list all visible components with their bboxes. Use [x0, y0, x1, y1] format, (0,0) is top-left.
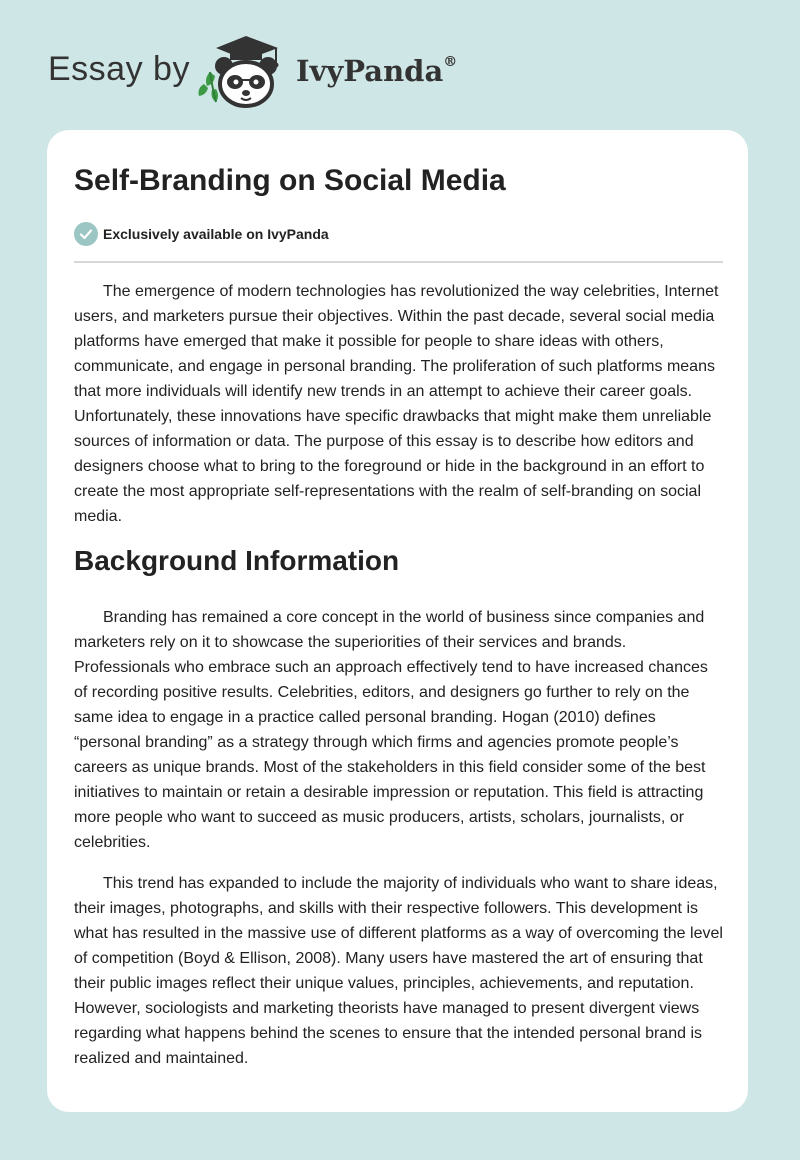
- paragraph-intro: The emergence of modern technologies has revolutionized the way celebrities, Internet users, and marketers pursue their objectives. Within the past decade, several social media platforms have emerged that make it possible for people to share ideas with others, communicate, and engage in personal branding. The proliferation of such platforms means that more individuals will identify new trends in an attempt to achieve their career goals. Unfortunately, these innovations have specific drawbacks that might make them unreliable sources of information or data. The purpose of this essay is to describe how editors and designers choose what to bring to the foreground or hide in the background in an effort to create the most appropriate self-representations with the realm of self-branding on social media.: [74, 283, 719, 525]
- page-title: Self-Branding on Social Media: [74, 164, 506, 197]
- panda-logo-icon[interactable]: [196, 30, 296, 112]
- brand-name-text: IvyPanda: [296, 54, 444, 88]
- divider: [74, 261, 723, 263]
- site-header: [0, 0, 800, 130]
- essay-by-label: Essay by: [48, 50, 190, 88]
- paragraph-background-1: Branding has remained a core concept in the world of business since companies and marketers rely on it to showcase the superiorities of their services and brands. Professionals who embrace such an approach effectively tend to have increased chances of recording positive results. Celebrities, editors, and designers go further to rely on the same idea to engage in a practice called personal branding. Hogan (2010) defines “personal branding” as a strategy through which firms and agencies promote people’s careers as unique brands. Most of the stakeholders in this field consider some of the best initiatives to maintain or retain a desirable impression or reputation. This field is attracting more people who want to succeed as music producers, artists, scholars, journalists, or celebrities.: [74, 609, 708, 851]
- exclusive-badge: [74, 222, 329, 246]
- section-heading-background: Background Information: [74, 545, 400, 576]
- paragraph-background-2: This trend has expanded to include the majority of individuals who want to share ideas, their images, photographs, and skills with their respective followers. This development is what has resulted in the massive use of different platforms as a way of overcoming the level of competition (Boyd & Ellison, 2008). Many users have mastered the art of ensuring that their public images reflect their unique values, principles, achievements, and reputation. However, sociologists and marketing theorists have managed to present divergent views regarding what happens behind the scenes to ensure that the intended personal brand is realized and maintained.: [74, 875, 723, 1067]
- registered-mark: ®: [443, 54, 458, 71]
- essay-card: [47, 130, 748, 1112]
- brand-name[interactable]: [296, 54, 457, 88]
- exclusive-badge-label: Exclusively available on IvyPanda: [103, 226, 329, 242]
- checkmark-icon: [74, 222, 98, 246]
